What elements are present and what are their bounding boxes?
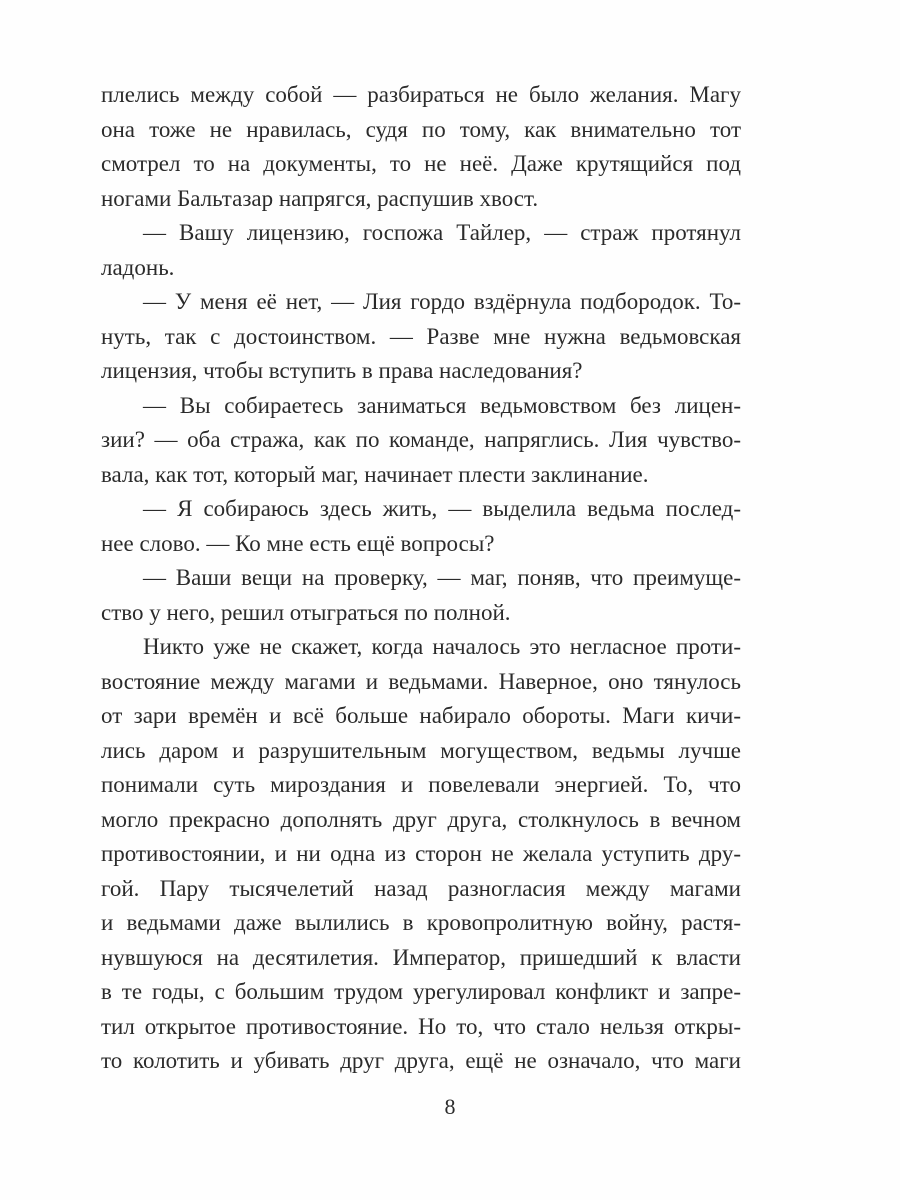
text-line: ство у него, решил отыграться по полной. bbox=[101, 599, 511, 625]
text-line: гой. Пару тысячелетий назад разногласия между магами bbox=[101, 875, 741, 901]
text-line: — Я собираюсь здесь жить, — выделила ведьма послед- bbox=[143, 496, 741, 521]
text-line: Никто уже не скажет, когда началось это негласное проти- bbox=[143, 634, 741, 659]
text-line: противостоянии, и ни одна из сторон не желала уступить дру- bbox=[101, 841, 741, 866]
text-line: нуть, так с достоинством. — Разве мне нужна ведьмовская bbox=[101, 323, 741, 349]
text-line: — У меня её нет, — Лия гордо вздёрнула подбородок. То- bbox=[143, 289, 741, 314]
text-line: — Вы собираетесь заниматься ведьмовством без лицен- bbox=[143, 392, 741, 418]
text-line: лись даром и разрушительным могуществом, ведьмы лучше bbox=[101, 737, 741, 763]
text-line: тил открытое противостояние. Но то, что стало нельзя откры- bbox=[101, 1013, 741, 1039]
text-line: то колотить и убивать друг друга, ещё не означало, что маги bbox=[101, 1048, 741, 1073]
text-line: от зари времён и всё больше набирало обороты. Маги кичи- bbox=[101, 703, 741, 728]
page-number: 8 bbox=[444, 1094, 456, 1119]
text-line: ногами Бальтазар напрягся, распушив хвост. bbox=[101, 185, 539, 211]
text-line: нее слово. — Ко мне есть ещё вопросы? bbox=[101, 530, 495, 556]
text-line: — Вашу лицензию, госпожа Тайлер, — страж протянул bbox=[143, 220, 741, 245]
text-line: смотрел то на документы, то не неё. Даже крутящийся под bbox=[101, 151, 741, 176]
text-line: лицензия, чтобы вступить в права наследования? bbox=[101, 358, 583, 383]
text-line: она тоже не нравилась, судя по тому, как внимательно тот bbox=[101, 116, 741, 142]
body-text bbox=[101, 78, 741, 1079]
text-line: нувшуюся на десятилетия. Император, пришедший к власти bbox=[101, 944, 741, 970]
text-line: ладонь. bbox=[101, 254, 175, 280]
text-line: вала, как тот, который маг, начинает плести заклинание. bbox=[101, 461, 649, 487]
text-line: могло прекрасно дополнять друг друга, столкнулось в вечном bbox=[101, 806, 741, 832]
text-line: плелись между собой — разбираться не было желания. Магу bbox=[101, 82, 741, 107]
text-line: — Ваши вещи на проверку, — маг, поняв, что преимуще- bbox=[143, 565, 741, 590]
text-line: зии? — оба стража, как по команде, напряглись. Лия чувство- bbox=[101, 427, 741, 452]
text-line: в те годы, с большим трудом урегулировал конфликт и запре- bbox=[101, 979, 741, 1004]
text-line: понимали суть мироздания и повелевали энергией. То, что bbox=[101, 772, 741, 797]
text-line: и ведьмами даже вылились в кровопролитную войну, растя- bbox=[101, 910, 741, 935]
text-line: востояние между магами и ведьмами. Наверное, оно тянулось bbox=[101, 668, 741, 694]
